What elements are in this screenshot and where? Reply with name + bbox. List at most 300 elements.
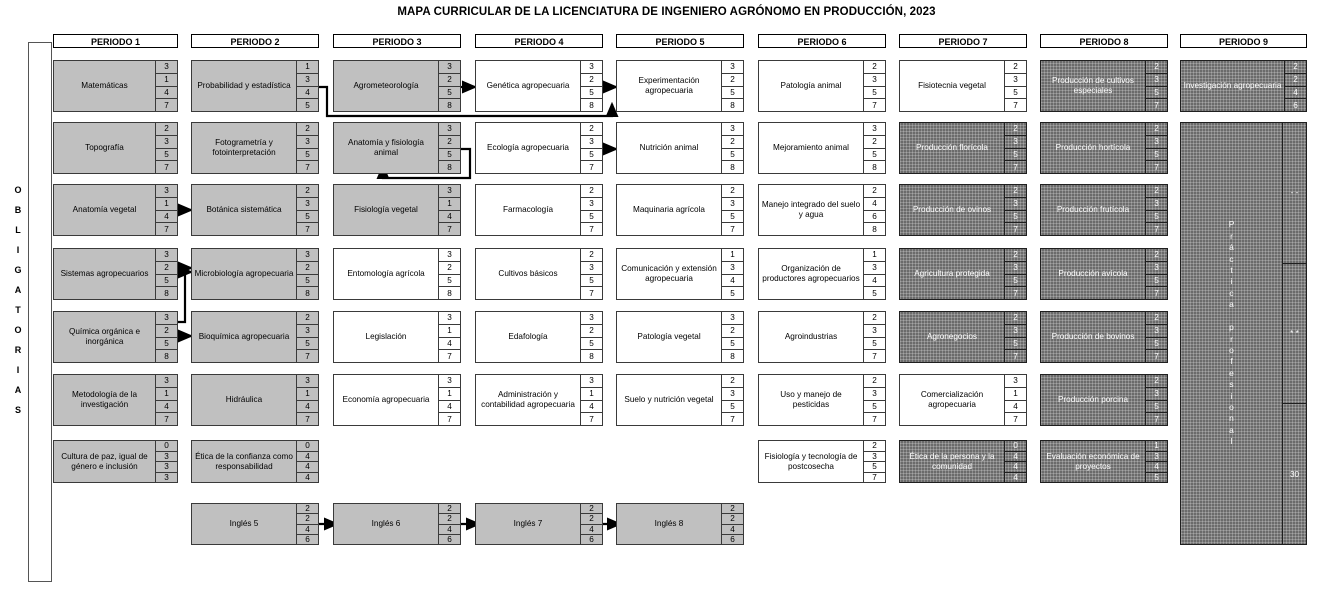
course-credits	[580, 61, 602, 111]
course-card[interactable]	[616, 122, 744, 174]
credit-value: 5	[1146, 149, 1167, 162]
credit-value: 5	[439, 149, 460, 162]
credit-value: 3	[156, 249, 177, 262]
credit-value: 4	[297, 401, 318, 414]
credit-value: 3	[156, 312, 177, 325]
credit-value: 2	[297, 514, 318, 524]
course-credits	[863, 185, 885, 235]
credit-value: 4	[156, 87, 177, 100]
course-name: Producción frutícola	[1056, 205, 1130, 214]
credit-value: 3	[1005, 198, 1026, 211]
course-name: Fisiotecnia vegetal	[918, 81, 986, 90]
course-card[interactable]	[475, 122, 603, 174]
credit-value: 3	[439, 375, 460, 388]
credit-value: 5	[156, 275, 177, 288]
course-credits	[1145, 61, 1167, 111]
credit-value: 3	[156, 473, 177, 483]
practica-letter: e	[1229, 367, 1234, 378]
course-name: Producción porcina	[1057, 395, 1129, 404]
credit-value: 2	[581, 325, 602, 338]
course-name: Comercialización agropecuaria	[920, 390, 984, 409]
obligatorias-letter: R	[14, 345, 22, 355]
credit-value: 2	[1146, 61, 1167, 74]
course-card[interactable]	[899, 311, 1027, 363]
course-card[interactable]	[475, 60, 603, 112]
course-credits	[863, 441, 885, 482]
course-name: Ética de la confianza como responsabilidad	[195, 451, 293, 471]
credit-value: 5	[1005, 87, 1026, 100]
course-credits	[1004, 375, 1026, 425]
credit-value: 1	[864, 249, 885, 262]
credit-value: 6	[297, 535, 318, 544]
credit-value: 7	[1013, 100, 1018, 110]
credit-value: 3	[722, 123, 743, 136]
credit-value: 2	[722, 136, 743, 149]
course-card[interactable]	[1040, 374, 1168, 426]
credit-value: 7	[297, 413, 318, 425]
course-credits	[438, 375, 460, 425]
credit-value: 3	[1146, 136, 1167, 149]
course-credits	[438, 123, 460, 173]
credit-value: 8	[439, 161, 460, 173]
credit-value: 8	[730, 162, 735, 172]
practica-letter: f	[1230, 356, 1233, 367]
credit-value: 8	[447, 288, 452, 298]
course-credits	[438, 61, 460, 111]
obligatorias-letter: A	[14, 285, 22, 295]
practica-letter: a	[1229, 299, 1234, 310]
course-credits	[863, 375, 885, 425]
credit-value: 7	[589, 288, 594, 298]
credit-value: 7	[297, 350, 318, 362]
credit-value: 5	[1005, 338, 1026, 351]
credit-value: 3	[156, 452, 177, 463]
course-card[interactable]	[616, 184, 744, 236]
course-card[interactable]	[191, 440, 319, 483]
course-credits	[155, 312, 177, 362]
course-card[interactable]	[758, 184, 886, 236]
credit-value: 3	[156, 185, 177, 198]
credit-value: 5	[297, 211, 318, 224]
credit-value: 4	[1013, 472, 1018, 482]
credit-value: 0	[156, 441, 177, 452]
course-card[interactable]	[53, 248, 178, 300]
credit-value: 3	[864, 262, 885, 275]
credit-value: 3	[1005, 375, 1026, 388]
course-name: Anatomía y fisiología animal	[347, 138, 424, 157]
credit-value: 2	[1005, 312, 1026, 325]
course-card[interactable]	[758, 440, 886, 483]
credit-value: 6	[439, 535, 460, 544]
obligatorias-letter: I	[16, 245, 20, 255]
credit-value: 4	[1146, 462, 1167, 473]
practica-credits	[1282, 123, 1306, 544]
credit-value: 5	[581, 275, 602, 288]
period-header: PERIODO 2	[191, 34, 319, 48]
practica-letter: i	[1230, 276, 1233, 287]
course-name: Fotogrametría y fotointerpretación	[212, 138, 276, 157]
credit-value: 3	[439, 249, 460, 262]
credit-value: 3	[1146, 452, 1167, 463]
course-name: Sistemas agropecuarios	[60, 269, 149, 278]
course-card[interactable]	[333, 60, 461, 112]
course-card[interactable]	[899, 184, 1027, 236]
course-name: Manejo integrado del suelo y agua	[761, 200, 861, 219]
practica-letter: l	[1230, 436, 1233, 447]
credit-value: 3	[722, 388, 743, 401]
course-credits	[721, 249, 743, 299]
credit-value: 5	[722, 87, 743, 100]
course-card[interactable]	[475, 311, 603, 363]
credit-value: 7	[589, 414, 594, 424]
course-card[interactable]	[1040, 122, 1168, 174]
course-card[interactable]	[53, 311, 178, 363]
course-card[interactable]	[758, 374, 886, 426]
credit-value: 5	[864, 401, 885, 414]
obligatorias-letter: O	[14, 325, 22, 335]
credit-value: 3	[1146, 74, 1167, 87]
credit-value: 2	[297, 504, 318, 514]
course-card[interactable]	[899, 440, 1027, 483]
course-card[interactable]	[616, 503, 744, 545]
credit-value: 4	[1005, 401, 1026, 414]
course-name: Ecología agropecuaria	[487, 143, 569, 152]
course-card[interactable]	[191, 503, 319, 545]
credit-value: 5	[297, 275, 318, 288]
credit-value: 5	[1146, 401, 1167, 414]
course-card[interactable]	[1040, 248, 1168, 300]
credit-value: 3	[1146, 198, 1167, 211]
practica-letter: o	[1229, 344, 1234, 355]
course-credits	[1004, 441, 1026, 482]
credit-value: 5	[297, 99, 318, 111]
credit-value: 5	[439, 87, 460, 100]
course-card[interactable]	[53, 60, 178, 112]
credit-value: 2	[864, 312, 885, 325]
course-card[interactable]	[616, 60, 744, 112]
course-name: Inglés 7	[513, 519, 543, 528]
credit-value: 2	[864, 136, 885, 149]
course-name: Suelo y nutrición vegetal	[624, 395, 714, 404]
course-credits	[721, 375, 743, 425]
course-card[interactable]	[899, 374, 1027, 426]
course-name: Anatomía vegetal	[72, 205, 137, 214]
course-card[interactable]	[53, 184, 178, 236]
course-credits	[1145, 312, 1167, 362]
credit-value: 6	[864, 211, 885, 224]
course-credits	[580, 375, 602, 425]
credit-value: 2	[297, 123, 318, 136]
course-credits	[155, 61, 177, 111]
course-credits	[863, 249, 885, 299]
credit-value: 1	[156, 198, 177, 211]
practica-letter: c	[1229, 287, 1234, 298]
period-column-3	[333, 34, 461, 48]
course-name: Comunicación y extensión agropecuaria	[621, 264, 717, 283]
course-card[interactable]	[191, 311, 319, 363]
course-credits	[1145, 375, 1167, 425]
course-credits	[296, 441, 318, 482]
credit-value: 7	[1013, 162, 1018, 172]
course-card[interactable]	[758, 248, 886, 300]
credit-value: 3	[581, 61, 602, 74]
page-title: MAPA CURRICULAR DE LA LICENCIATURA DE INGENIERO AGRÓNOMO EN PRODUCCIÓN, 2023	[397, 6, 936, 18]
credit-value: 3	[1146, 325, 1167, 338]
credit-value: 1	[439, 198, 460, 211]
credit-value: 3	[156, 462, 177, 473]
course-credits	[1145, 123, 1167, 173]
credit-value: 2	[581, 249, 602, 262]
credit-value: 7	[156, 413, 177, 425]
practica-profesional-label	[1181, 123, 1282, 544]
course-card[interactable]	[1040, 440, 1168, 483]
credit-value: 3	[1146, 262, 1167, 275]
course-credits	[1004, 249, 1026, 299]
credit-value: 1	[156, 74, 177, 87]
obligatorias-letter: B	[14, 205, 22, 215]
credit-value: 5	[297, 149, 318, 162]
credit-value: 7	[447, 351, 452, 361]
period-header: PERIODO 1	[53, 34, 178, 48]
credit-value: 5	[864, 87, 885, 100]
course-name: Nutrición animal	[639, 143, 699, 152]
credit-value: 2	[1146, 249, 1167, 262]
credit-value: 2	[439, 504, 460, 514]
credit-value: 2	[722, 74, 743, 87]
course-credits	[1004, 61, 1026, 111]
period-column-8	[1040, 34, 1168, 48]
credit-value: 3	[581, 375, 602, 388]
course-credits	[1004, 312, 1026, 362]
credit-value: 7	[872, 100, 877, 110]
practica-letter: r	[1230, 333, 1233, 344]
course-credits	[1145, 185, 1167, 235]
course-card[interactable]	[191, 248, 319, 300]
credit-value: 3	[297, 74, 318, 87]
course-name: Agronegocios	[926, 332, 978, 341]
credit-value: 5	[1146, 275, 1167, 288]
course-name: Inglés 5	[229, 519, 259, 528]
course-credits	[580, 249, 602, 299]
course-credits	[296, 249, 318, 299]
course-name: Experimentación agropecuaria	[638, 76, 700, 95]
course-card[interactable]	[1040, 60, 1168, 112]
course-card[interactable]	[475, 374, 603, 426]
practica-credit-value: - -	[1283, 123, 1306, 264]
course-card[interactable]	[616, 248, 744, 300]
practica-letter: t	[1230, 265, 1233, 276]
course-name: Edafología	[508, 332, 548, 341]
course-name: Mejoramiento animal	[773, 143, 849, 152]
course-card[interactable]	[475, 248, 603, 300]
course-name: Fisiología vegetal	[354, 205, 418, 214]
credit-value: 3	[156, 375, 177, 388]
credit-value: 1	[1146, 441, 1167, 452]
course-credits	[580, 504, 602, 544]
credit-value: 3	[1005, 325, 1026, 338]
credit-value: 3	[439, 185, 460, 198]
course-name: Topografía	[85, 143, 124, 152]
credit-value: 2	[1285, 74, 1306, 87]
course-credits	[721, 312, 743, 362]
credit-value: 7	[1013, 224, 1018, 234]
course-card[interactable]	[758, 60, 886, 112]
credit-value: 5	[722, 211, 743, 224]
course-name: Microbiología agropecuaria	[194, 269, 294, 278]
period-column-4	[475, 34, 603, 48]
credit-value: 7	[1154, 162, 1159, 172]
credit-value: 2	[581, 514, 602, 524]
period-header: PERIODO 3	[333, 34, 461, 48]
course-credits	[155, 375, 177, 425]
course-card[interactable]	[475, 503, 603, 545]
credit-value: 7	[730, 224, 735, 234]
period-header: PERIODO 8	[1040, 34, 1168, 48]
course-name: Legislación	[365, 332, 407, 341]
credit-value: 2	[722, 514, 743, 524]
credit-value: 4	[156, 401, 177, 414]
credit-value: 5	[722, 338, 743, 351]
credit-value: 2	[439, 74, 460, 87]
course-card[interactable]	[1040, 311, 1168, 363]
practica-letter: r	[1230, 230, 1233, 241]
credit-value: 5	[581, 211, 602, 224]
course-card[interactable]	[53, 122, 178, 174]
course-name: Bioquímica agropecuaria	[198, 332, 290, 341]
credit-value: 7	[1154, 288, 1159, 298]
credit-value: 7	[872, 472, 877, 482]
course-card[interactable]	[899, 122, 1027, 174]
course-credits	[863, 312, 885, 362]
course-card[interactable]	[616, 311, 744, 363]
credit-value: 3	[297, 198, 318, 211]
course-card[interactable]	[333, 122, 461, 174]
course-credits	[863, 123, 885, 173]
course-name: Farmacología	[502, 205, 554, 214]
course-card[interactable]	[191, 122, 319, 174]
course-card[interactable]	[758, 311, 886, 363]
course-name: Cultivos básicos	[498, 269, 558, 278]
credit-value: 3	[297, 325, 318, 338]
credit-value: 1	[297, 388, 318, 401]
course-card[interactable]	[191, 60, 319, 112]
credit-value: 7	[730, 414, 735, 424]
course-credits	[296, 375, 318, 425]
course-card[interactable]	[191, 184, 319, 236]
course-name: Maquinaria agrícola	[633, 205, 705, 214]
practica-letter: á	[1229, 242, 1234, 253]
course-card[interactable]	[616, 374, 744, 426]
course-name: Matemáticas	[81, 81, 128, 90]
credit-value: 7	[1154, 414, 1159, 424]
course-card[interactable]	[899, 60, 1027, 112]
credit-value: 5	[1005, 211, 1026, 224]
course-credits	[296, 123, 318, 173]
credit-value: 2	[581, 123, 602, 136]
course-card[interactable]	[191, 374, 319, 426]
practica-letter: c	[1229, 253, 1234, 264]
practica-profesional-block[interactable]	[1180, 122, 1307, 545]
credit-value: 5	[156, 338, 177, 351]
course-card[interactable]	[1040, 184, 1168, 236]
course-credits	[438, 185, 460, 235]
course-card[interactable]	[333, 311, 461, 363]
period-header: PERIODO 4	[475, 34, 603, 48]
credit-value: 4	[156, 211, 177, 224]
course-card[interactable]	[333, 184, 461, 236]
course-card[interactable]	[53, 440, 178, 483]
credit-value: 3	[1005, 262, 1026, 275]
course-card[interactable]	[899, 248, 1027, 300]
credit-value: 7	[1154, 100, 1159, 110]
course-name: Producción de cultivos especiales	[1052, 76, 1134, 95]
credit-value: 2	[722, 375, 743, 388]
credit-value: 2	[156, 262, 177, 275]
credit-value: 4	[439, 525, 460, 535]
practica-letter: a	[1229, 424, 1234, 435]
course-card[interactable]	[1180, 60, 1307, 112]
course-name: Economía agropecuaria	[342, 395, 430, 404]
period-header: PERIODO 9	[1180, 34, 1307, 48]
practica-letter: o	[1229, 401, 1234, 412]
credit-value: 0	[297, 441, 318, 452]
course-card[interactable]	[758, 122, 886, 174]
course-name: Genética agropecuaria	[486, 81, 570, 90]
credit-value: 5	[1146, 338, 1167, 351]
course-name: Agroindustrias	[784, 332, 838, 341]
course-card[interactable]	[333, 503, 461, 545]
course-credits	[580, 123, 602, 173]
course-card[interactable]	[475, 184, 603, 236]
credit-value: 2	[1146, 123, 1167, 136]
credit-value: 4	[297, 87, 318, 100]
credit-value: 1	[439, 388, 460, 401]
credit-value: 7	[297, 223, 318, 235]
course-card[interactable]	[53, 374, 178, 426]
course-card[interactable]	[333, 248, 461, 300]
practica-credit-value: 30	[1289, 469, 1300, 479]
credit-value: 8	[156, 287, 177, 299]
credit-value: 5	[864, 149, 885, 162]
course-credits	[1284, 61, 1306, 111]
credit-value: 7	[589, 224, 594, 234]
credit-value: 8	[730, 351, 735, 361]
credit-value: 5	[581, 87, 602, 100]
credit-value: 3	[864, 452, 885, 463]
credit-value: 3	[581, 136, 602, 149]
credit-value: 8	[156, 350, 177, 362]
course-name: Producción avícola	[1058, 269, 1128, 278]
credit-value: 7	[297, 161, 318, 173]
credit-value: 7	[439, 223, 460, 235]
course-credits	[438, 312, 460, 362]
course-name: Organización de productores agropecuarios	[762, 264, 860, 283]
credit-value: 1	[439, 325, 460, 338]
course-name: Patología vegetal	[637, 332, 701, 341]
credit-value: 4	[722, 275, 743, 288]
credit-value: 3	[297, 136, 318, 149]
course-name: Probabilidad y estadística	[197, 81, 291, 90]
course-card[interactable]	[333, 374, 461, 426]
credit-value: 4	[439, 338, 460, 351]
course-credits	[1004, 123, 1026, 173]
credit-value: 3	[297, 249, 318, 262]
period-header: PERIODO 6	[758, 34, 886, 48]
credit-value: 1	[581, 388, 602, 401]
credit-value: 2	[439, 136, 460, 149]
credit-value: 2	[297, 312, 318, 325]
course-credits	[1004, 185, 1026, 235]
